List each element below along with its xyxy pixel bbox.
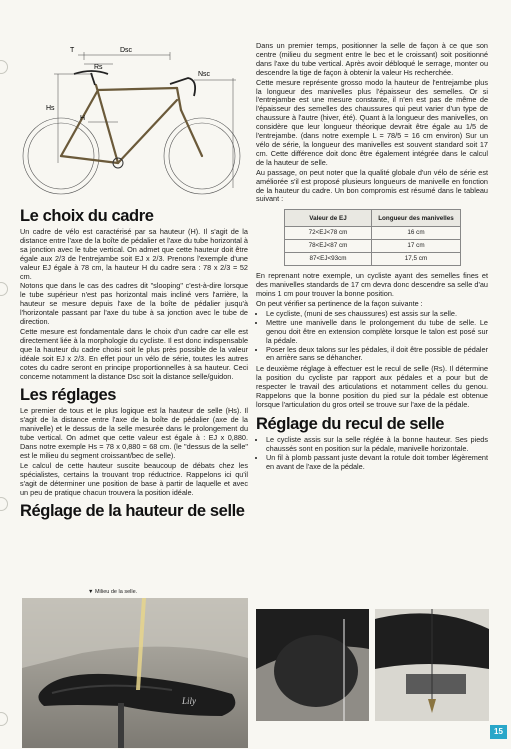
paragraph: On peut vérifier sa pertinence de la façon suivante :: [256, 299, 423, 309]
page-number: 15: [490, 725, 507, 739]
section-title-reglages: Les réglages: [20, 386, 117, 405]
section-title-hauteur-selle: Réglage de la hauteur de selle: [20, 502, 245, 521]
bike-frame-diagram: [18, 38, 248, 196]
list-item: • Un fil à plomb passant juste devant la rotule doit tomber légèrement en avant de l'axe de la pédale.: [266, 454, 488, 472]
paragraph: Le calcul de cette hauteur suscite beaucoup de débats chez les spécialistes, certains la trouvant trop réductrice. Rappelons ici qu'il s'agit de déterminer une position de base à partir de laquelle et avec un peu de pratique chacun trouvera la position idéale.: [20, 460, 248, 497]
paragraph: Cette mesure représente grosso modo la hauteur de l'entrejambe plus la longueur des manivelles plus l'épaisseur des semelles. Or si l'entrejambe est une mesure constante, il n'en est pas de même de l'épaisseur des semelles des chaussures qui peut varier d'un type de chaussure à l'autre (hiver, été). Quant à la longueur des manivelles, on considère que leur longueur théorique devrait être égale au 1/5 de l'entrejambe. (dans notre exemple L = 78/5 = 16 cm environ) Sur un vélo de série, la longueur des manivelles est souvent standard soit 17 cm. Cette différence doit donc être également intégrée dans le calcul de la hauteur de selle.: [256, 77, 488, 167]
bike-wheels: [23, 118, 240, 194]
plumb-line-photos: [256, 609, 489, 721]
list-item: • Le cycliste, (muni de ses chaussures) est assis sur la selle.: [266, 310, 488, 319]
table-cell: 87<EJ<93cm: [285, 253, 372, 266]
paragraph: Notons que dans le cas des cadres dit "slooping" c'est-à-dire lorsque le tube supérieur n'est pas horizontal mais incliné vers l'arrière, la hauteur se mesure depuis l'axe de la boîte de pédalier jusqu'à l'horizontale passant par l'axe du tube à sa jonction avec le tube de direction.: [20, 281, 248, 327]
table-cell: 16 cm: [372, 227, 461, 240]
table-cell: 78<EJ<87 cm: [285, 240, 372, 253]
binder-ring: [0, 497, 8, 511]
binder-ring: [0, 712, 8, 726]
label-dsc: Dsc: [120, 47, 133, 54]
paragraph: Le deuxième réglage à effectuer est le recul de selle (Rs). Il détermine la position du cycliste par rapport aux pédales et a pour but de respecter le travail des articulations et notamment celles du genou. Rappelons que la bonne position du pied sur la pédale est obtenue lorsque l'articulation du gros orteil se trouve sur l'axe de la pédale.: [256, 364, 488, 409]
paragraph: Au passage, on peut noter que la qualité globale d'un vélo de série est améliorée s'il est proposé plusieurs longueurs de manivelle en fonction de la hauteur du cadre. Un bon compromis est résumé dans le tableau suivant :: [256, 167, 488, 204]
binder-ring: [0, 282, 8, 296]
right-column: [256, 42, 488, 474]
binder-ring: [0, 60, 8, 74]
saddle-brand: Lily: [182, 696, 197, 706]
photo-caption: ▼ Milieu de la selle.: [88, 589, 138, 595]
section-title-choix-cadre: Le choix du cadre: [20, 207, 154, 225]
table-header: Valeur de EJ: [285, 210, 372, 227]
list-item: • Poser les deux talons sur les pédales, il doit être possible de pédaler en arrière sans se déhancher.: [266, 346, 488, 364]
table-row: [285, 227, 461, 240]
list-item: • Le cycliste assis sur la selle réglée à la bonne hauteur. Ses pieds chaussés sont en position sur la pédale, manivelle horizontale.: [266, 436, 488, 454]
list-item: • Mettre une manivelle dans le prolongement du tube de selle. Le genou doit être en extension complète lorsque le talon est posé sur la pédale.: [266, 319, 488, 346]
bike-frame: [61, 85, 202, 163]
label-rs: Rs: [94, 64, 103, 71]
paragraph: Dans un premier temps, positionner la selle de façon à ce que son centre (milieu du segment entre le bec et le croissant) soit positionné dans l'axe du tube vertical. Après avoir débloqué le serrage, monter ou descendre la tige de façon à obtenir la valeur Hs recherchée.: [256, 41, 488, 77]
crank-length-table: [284, 209, 461, 266]
check-list: [256, 310, 488, 363]
table-cell: 17 cm: [372, 240, 461, 253]
table-row: [285, 240, 461, 253]
paragraph: Un cadre de vélo est caractérisé par sa hauteur (H). Il s'agit de la distance entre l'axe de la boîte de pédalier et l'axe du tube horizontal à sa jonction avec le tube vertical. On admet que cette hauteur doit être égale aux 2/3 de l'entrejambe soit EJ x 2/3. Prenons l'exemple d'une valeur EJ égale à 78 cm, la hauteur H du cadre sera : 78 x 2/3 = 52 cm.: [20, 227, 248, 281]
table-cell: 72<EJ<78 cm: [285, 227, 372, 240]
paragraph: Le premier de tous et le plus logique est la hauteur de selle (Hs). Il s'agit de la distance entre l'axe de la boîte de pédalier (axe de la manivelle) et le dessus de la selle mesurée dans le prolongement du tube vertical. On admet que cette valeur est égale à : EJ x 0,880. Dans notre exemple Hs = 78 x 0,880 = 68 cm. (le "dessus de la selle" est le milieu du segment croissant/bec de selle).: [20, 406, 248, 460]
section-title-recul-selle: Réglage du recul de selle: [256, 414, 445, 433]
label-nsc: Nsc: [198, 71, 211, 78]
table-cell: 17,5 cm: [372, 253, 461, 266]
paragraph: Cette mesure est fondamentale dans le choix d'un cadre car elle est directement liée à la morphologie du cycliste. Il est donc indispensable que la hauteur du cadre choisi soit le plus près possible de la valeur idéale soit EJ x 2/3. En effet pour un vélo de série, toutes les autres cotes du cadre seront en principe proportionnelles à sa hauteur. Ceci concerne notamment la distance Dsc soit la distance selle/guidon.: [20, 326, 248, 381]
left-column: [20, 202, 248, 523]
table-header: Longueur des manivelles: [372, 210, 461, 227]
recul-list: [256, 436, 488, 472]
paragraph: En reprenant notre exemple, un cycliste ayant des semelles fines et des manivelles standards de 17 cm devra donc descendre sa selle d'au moins 1 cm pour trouver la bonne position.: [256, 271, 488, 299]
table-row: [285, 253, 461, 266]
label-hs: Hs: [46, 105, 55, 112]
label-h: H: [80, 115, 86, 122]
label-t: T: [70, 47, 75, 54]
saddle-photo: [22, 598, 248, 748]
